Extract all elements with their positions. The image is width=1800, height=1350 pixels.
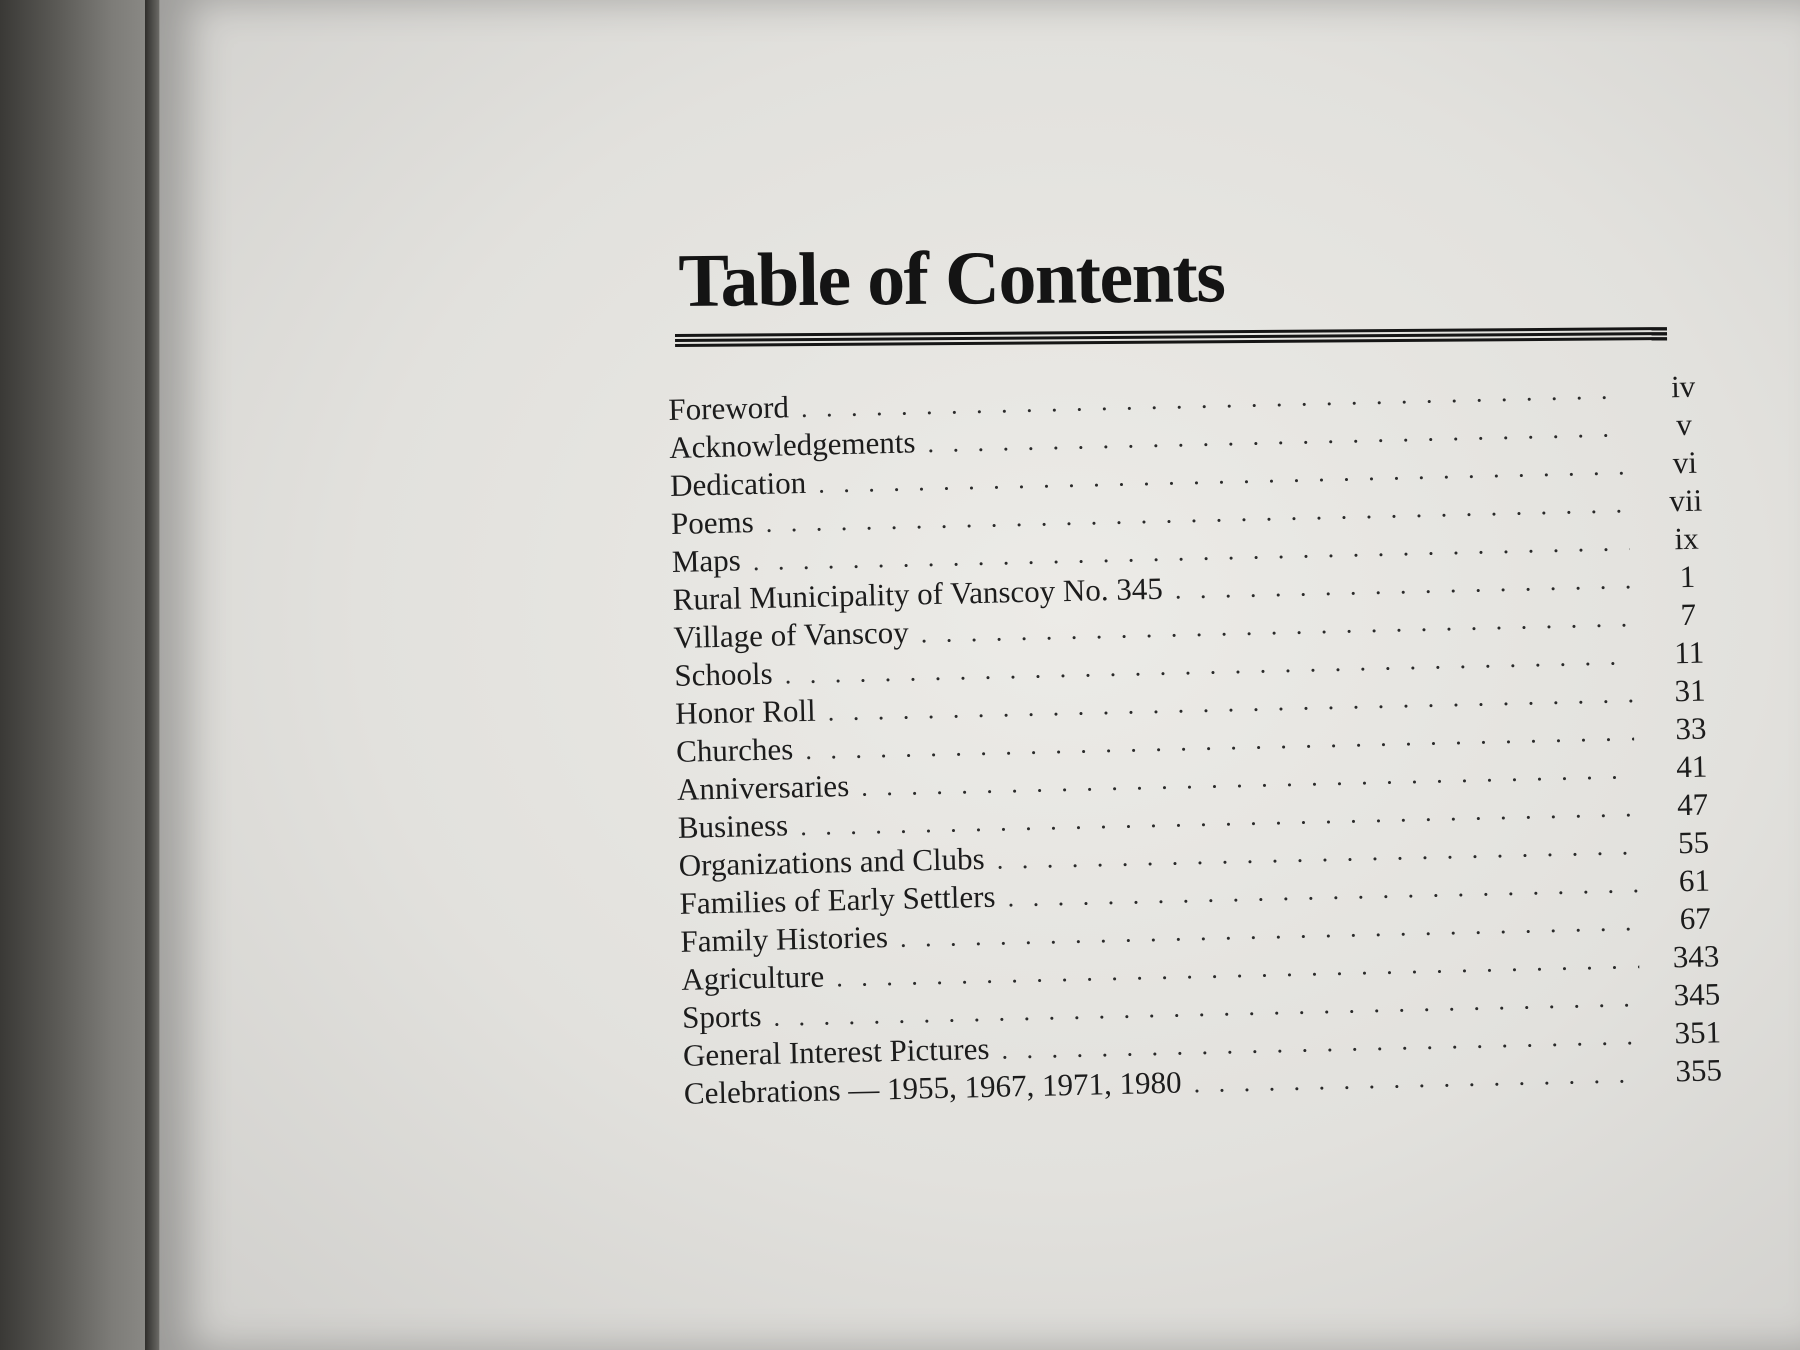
toc-entry-page: iv	[1670, 368, 1696, 405]
toc-entry-page: ix	[1674, 520, 1700, 557]
toc-entry-label: Celebrations — 1955, 1967, 1971, 1980	[683, 1064, 1182, 1111]
toc-entry-label: Dedication	[669, 464, 807, 503]
toc-entry-label: Family Histories	[680, 919, 889, 959]
book-binding	[0, 0, 160, 1350]
toc-entry-page: 355	[1675, 1052, 1723, 1089]
toc-entry-label: Families of Early Settlers	[679, 878, 996, 921]
toc-list	[668, 368, 1744, 1114]
toc-entry-label: Anniversaries	[676, 767, 850, 807]
toc-entry-page: 55	[1677, 824, 1710, 861]
toc-entry-label: General Interest Pictures	[682, 1030, 990, 1073]
toc-entry-page: 67	[1679, 900, 1712, 937]
toc-entry-label: Poems	[670, 504, 755, 541]
leader-dots	[1193, 1059, 1642, 1099]
toc-entry-label: Agriculture	[680, 958, 825, 997]
toc-entry-page: v	[1675, 406, 1693, 443]
toc-entry-label: Churches	[675, 731, 794, 769]
toc-entry-page: 343	[1672, 938, 1720, 975]
toc-entry-page: 31	[1674, 672, 1706, 709]
toc-entry-page: 61	[1678, 862, 1711, 899]
toc-entry-page: 47	[1676, 786, 1709, 823]
toc-entry-label: Business	[677, 807, 789, 845]
toc-entry-label: Honor Roll	[674, 692, 817, 731]
toc-entry-page: 7	[1680, 596, 1697, 633]
toc-entry-label: Acknowledgements	[668, 424, 916, 465]
toc-entry-page: vii	[1668, 482, 1703, 519]
toc-entry-page: 11	[1673, 634, 1705, 671]
binding-edge	[145, 0, 159, 1350]
toc-entry-label: Maps	[671, 542, 742, 579]
toc-entry-label: Organizations and Clubs	[678, 840, 986, 883]
toc-entry-label: Village of Vanscoy	[673, 614, 910, 655]
toc-entry-label: Foreword	[668, 389, 790, 427]
toc-entry-page: 33	[1675, 710, 1707, 747]
page-title: Table of Contents	[678, 234, 1225, 323]
toc-entry-label: Rural Municipality of Vanscoy No. 345	[672, 570, 1164, 617]
toc-entry-label: Schools	[674, 655, 773, 693]
toc-entry-page: 351	[1674, 1014, 1722, 1051]
toc-entry-label: Sports	[681, 998, 762, 1035]
toc-entry-page: vi	[1672, 444, 1698, 481]
toc-entry-page: 41	[1675, 748, 1708, 785]
toc-entry-page: 1	[1679, 558, 1696, 595]
title-rule	[675, 327, 1667, 349]
book-page	[160, 0, 1800, 1350]
toc-entry-page: 345	[1673, 976, 1721, 1013]
